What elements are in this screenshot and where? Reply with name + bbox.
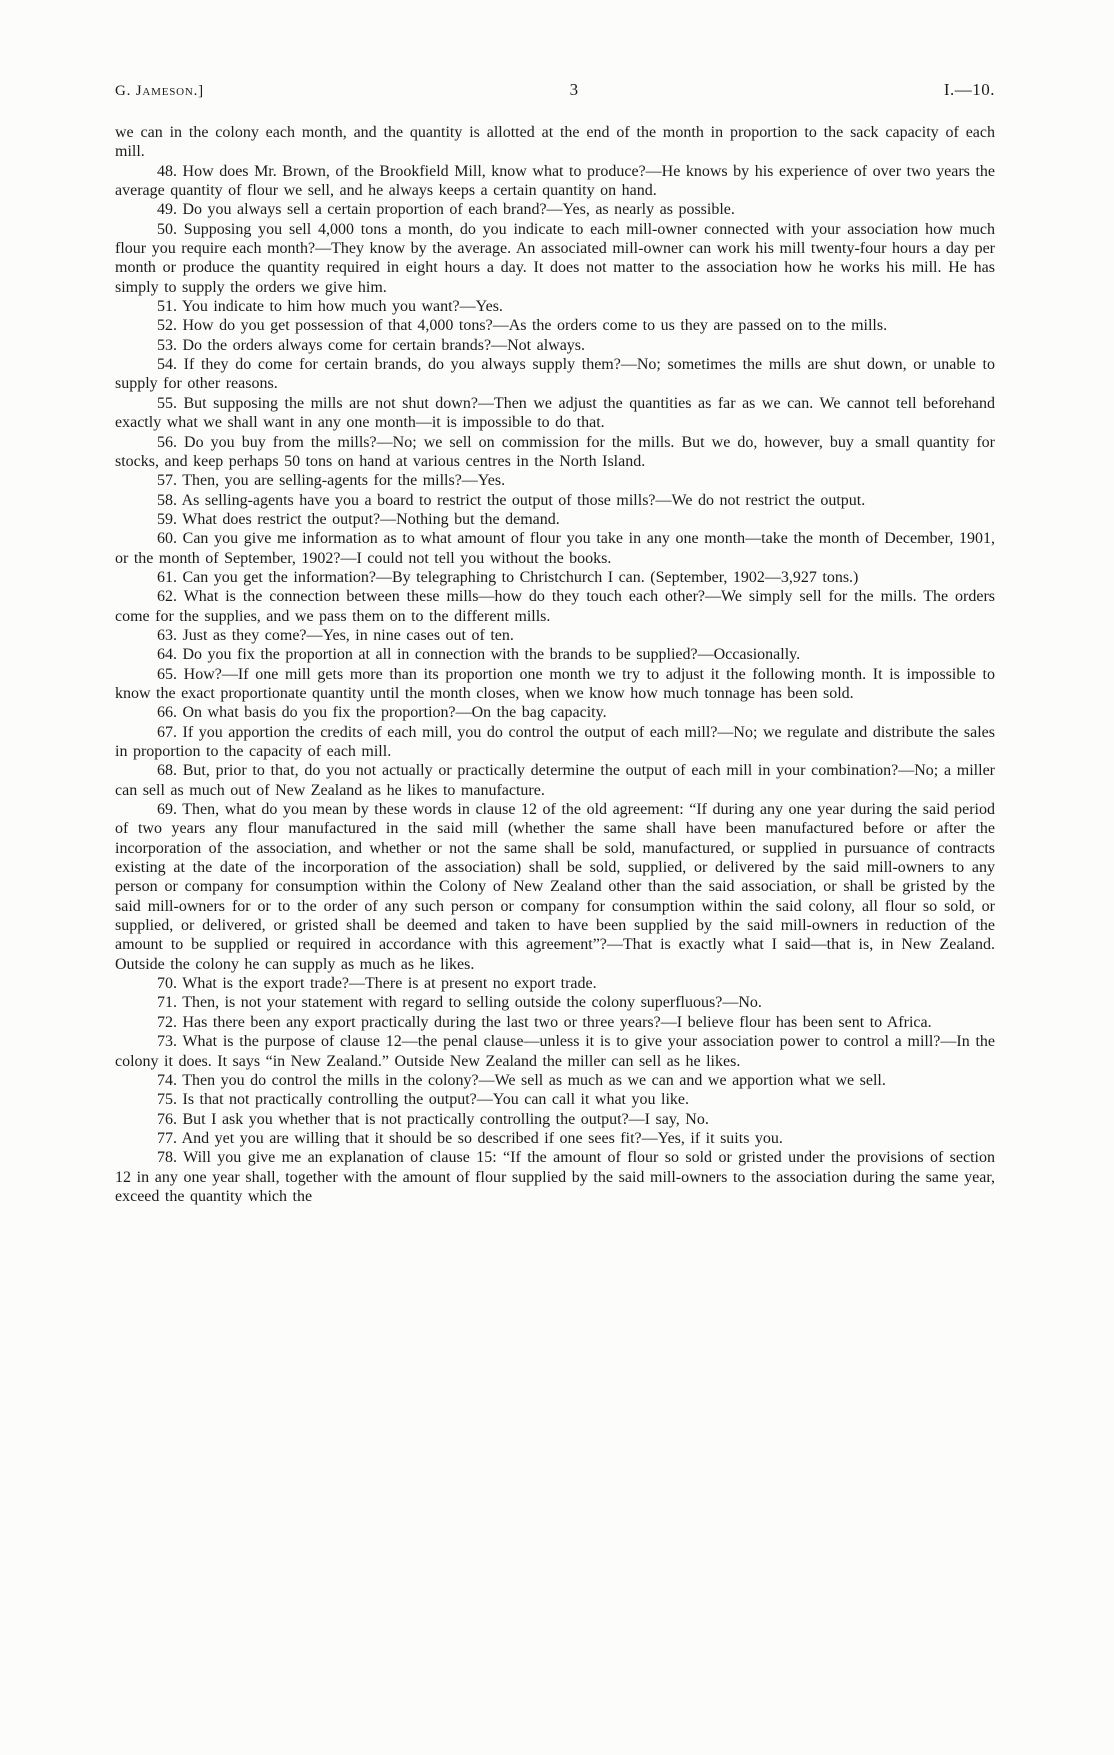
paragraph: 59. What does restrict the output?—Nothing but the demand.	[157, 510, 560, 528]
paragraph: 73. What is the purpose of clause 12—the penal clause—unless it is to give your association power to control a mill?—In the colony it does. It says “in New Zealand.” Outside New Zealand the miller can sell as he likes.	[115, 1033, 995, 1070]
paragraph: 55. But supposing the mills are not shut down?—Then we adjust the quantities as far as we can. We cannot tell beforehand exactly what we shall want in any one month—it is impossible to do that.	[115, 394, 995, 432]
paragraph: 63. Just as they come?—Yes, in nine cases out of ten.	[157, 626, 514, 644]
paragraph: 62. What is the connection between these mills—how do they touch each other?—We simply sell for the mills. The orders come for the supplies, and we pass them on to the different mills.	[115, 588, 995, 625]
paragraph: 54. If they do come for certain brands, do you always supply them?—No; sometimes the mills are shut down, or unable to supply for other reasons.	[115, 356, 995, 393]
paragraph: 78. Will you give me an explanation of clause 15: “If the amount of flour so sold or gristed under the provisions of section 12 in any one year shall, together with the amount of flour supplied by the said mill-owners to the association during the same year, exceed the quantity which the	[115, 1149, 995, 1205]
paragraph: 69. Then, what do you mean by these words in clause 12 of the old agreement: “If during any one year during the said period of two years any flour manufactured in the said mill (whether the same shall have been manufactured before or after the incorporation of the association, and whether or not the same shall be sold, manufactured, or supplied in pursuance of contracts existing at the date of the incorporation of the association) shall be sold, supplied, or delivered by the said mill-owners to any person or company for consumption within the Colony of New Zealand other than the said association, or shall be gristed by the said mill-owners for or to the order of any such person or company for consumption within the said colony, all flour so sold, or supplied, or delivered, or gristed shall be deemed and taken to have been supplied by the said mill-owners in reduction of the amount to be supplied or required in accordance with this agreement”?—That is exactly what I said—that is, in New Zealand. Outside the colony he can supply as much as he likes.	[115, 801, 995, 973]
paragraph: we can in the colony each month, and the quantity is allotted at the end of the month in proportion to the sack capacity of each mill.	[115, 124, 995, 161]
paragraph: 51. You indicate to him how much you want?—Yes.	[157, 298, 503, 316]
paragraph: 71. Then, is not your statement with regard to selling outside the colony superfluous?—No.	[157, 994, 762, 1012]
paragraph: 67. If you apportion the credits of each mill, you do control the output of each mill?—No; we regulate and distribute the sales in proportion to the capacity of each mill.	[115, 723, 995, 760]
document-body	[115, 123, 995, 1206]
paragraph: 48. How does Mr. Brown, of the Brookfield Mill, know what to produce?—He knows by his experience of over two years the average quantity of flour we sell, and he always keeps a certain quantity on hand.	[115, 162, 995, 200]
witness-name: G. Jameson.]	[115, 83, 204, 99]
running-head	[115, 80, 995, 100]
paragraph: 53. Do the orders always come for certain brands?—Not always.	[157, 336, 586, 354]
paper-number: I.—10.	[943, 80, 995, 99]
paragraph: 56. Do you buy from the mills?—No; we sell on commission for the mills. But we do, however, buy a small quantity for stocks, and keep perhaps 50 tons on hand at various centres in the North Island.	[115, 433, 995, 470]
paragraph: 68. But, prior to that, do you not actually or practically determine the output of each mill in your combination?—No; a miller can sell as much out of New Zealand as he likes to manufacture.	[115, 762, 995, 799]
paragraph: 49. Do you always sell a certain proportion of each brand?—Yes, as nearly as possible.	[157, 201, 735, 219]
paragraph: 52. How do you get possession of that 4,000 tons?—As the orders come to us they are passed on to the mills.	[157, 317, 888, 335]
paragraph: 61. Can you get the information?—By telegraphing to Christchurch I can. (September, 1902—3,927 tons.)	[157, 568, 859, 586]
paragraph: 60. Can you give me information as to what amount of flour you take in any one month—take the month of December, 1901, or the month of September, 1902?—I could not tell you without the books.	[115, 530, 995, 567]
paragraph: 65. How?—If one mill gets more than its proportion one month we try to adjust it the following month. It is impossible to know the exact proportionate quantity until the month closes, when we know how much tonnage has been sold.	[115, 665, 995, 702]
page-number: 3	[569, 80, 579, 99]
paragraph: 74. Then you do control the mills in the colony?—We sell as much as we can and we apportion what we sell.	[157, 1071, 886, 1089]
paragraph: 75. Is that not practically controlling the output?—You can call it what you like.	[157, 1091, 689, 1109]
paragraph: 64. Do you fix the proportion at all in connection with the brands to be supplied?—Occasionally.	[157, 646, 801, 664]
paragraph: 72. Has there been any export practically during the last two or three years?—I believe flour has been sent to Africa.	[157, 1013, 932, 1031]
paragraph: 76. But I ask you whether that is not practically controlling the output?—I say, No.	[157, 1110, 709, 1128]
paragraph: 70. What is the export trade?—There is at present no export trade.	[157, 975, 597, 993]
paragraph: 50. Supposing you sell 4,000 tons a month, do you indicate to each mill-owner connected with your association how much flour you require each month?—They know by the average. An associated mill-owner can work his mill twenty-four hours a day per month or produce the quantity required in eight hours a day. It does not matter to the association how he works his mill. He has simply to supply the orders we give him.	[115, 220, 995, 296]
paragraph: 57. Then, you are selling-agents for the mills?—Yes.	[157, 472, 506, 490]
paragraph: 58. As selling-agents have you a board to restrict the output of those mills?—We do not restrict the output.	[157, 491, 866, 509]
paragraph: 66. On what basis do you fix the proportion?—On the bag capacity.	[157, 704, 607, 722]
paragraph: 77. And yet you are willing that it should be so described if one sees fit?—Yes, if it suits you.	[157, 1129, 783, 1147]
text-column	[115, 80, 995, 1206]
